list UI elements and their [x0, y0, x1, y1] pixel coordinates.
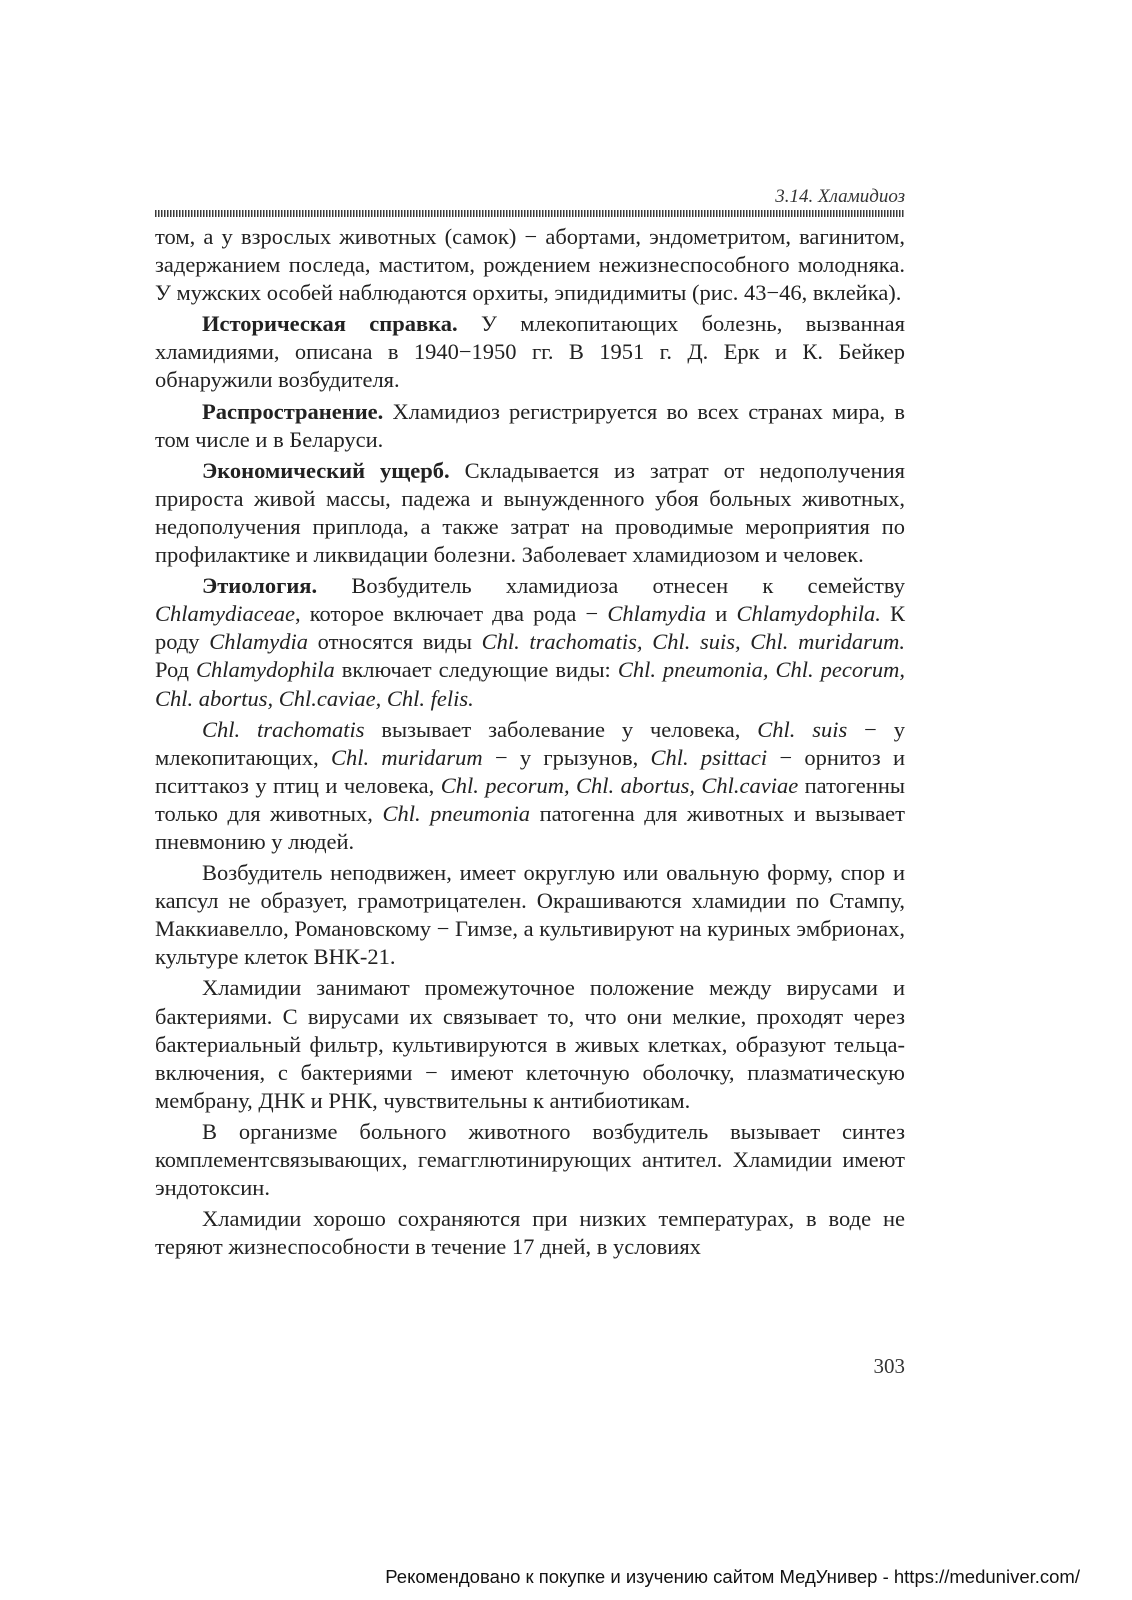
header-rule — [155, 210, 905, 217]
text-run: В организме больного животного возбудитель вызывает синтез комплементсвязывающих, гемагглютинирующих антител. Хламидии имеют эндотоксин. — [155, 1118, 905, 1201]
running-title: 3.14. Хламидиоз — [775, 186, 905, 207]
italic-run: Chlamydiaceae — [155, 601, 295, 627]
footer-note: Рекомендовано к покупке и изучению сайтом МедУнивер - https://meduniver.com/ — [385, 1566, 1080, 1587]
body-text — [155, 223, 905, 1264]
text-run: том, а у взрослых животных (самок) − абортами, эндометритом, вагинитом, задержанием последа, маститом, рождением нежизнеспособного молодняка. У мужских особей наблюдаются орхиты, эпидидимиты (рис. 43−46, вклейка). — [155, 224, 905, 306]
bold-run: Этиология. — [202, 573, 318, 599]
italic-run: Chl. pneumonia — [382, 800, 531, 826]
text-run: − орнитоз и пситтакоз у птиц и человека, — [155, 744, 905, 798]
paragraph — [155, 223, 905, 307]
text-run: Складывается из затрат от недополучения прироста живой массы, падежа и вынужденного убоя больных животных, недополучения приплода, а также затрат на проводимые мероприятия по профилактике и ликвидации болезни. Заболевает хламидиозом и человек. — [155, 457, 906, 568]
text-run: Возбудитель неподвижен, имеет округлую или овальную форму, спор и капсул не образует, грамотрицателен. Окрашиваются хламидии по Стампу, Маккиавелло, Романовскому − Гимзе, а культивируют на куриных эмбрионах, культуре клеток ВНК-21. — [155, 860, 905, 970]
italic-run: Chlamydophila. — [736, 601, 881, 627]
paragraph — [155, 1118, 905, 1202]
text-run: вызывает заболевание у человека, — [364, 716, 758, 742]
text-run: относятся виды — [307, 629, 482, 655]
italic-run: Chl. pecorum, Chl. abortus, Chl.caviae — [440, 772, 799, 798]
text-run: − у грызунов, — [482, 744, 651, 770]
paragraph — [155, 1205, 905, 1261]
text-run: и — [706, 601, 737, 627]
paragraph — [155, 716, 905, 856]
text-run: патогенна для животных и вызывает пневмонию у людей. — [155, 800, 905, 854]
text-run: патогенны только для животных, — [155, 772, 905, 826]
text-run: Род — [155, 657, 196, 683]
paragraph — [155, 310, 905, 394]
text-run: К роду — [155, 601, 905, 655]
text-run: , которое включает два рода − — [294, 601, 608, 627]
italic-run: Chl. muridarum — [331, 744, 483, 770]
page-number: 303 — [873, 1354, 905, 1378]
italic-run: Chl. trachomatis — [202, 716, 365, 742]
paragraph — [155, 457, 905, 569]
text-run: У млекопитающих болезнь, вызванная хламидиями, описана в 1940−1950 гг. В 1951 г. Д. Ерк и К. Бейкер обнаружили возбудителя. — [155, 311, 905, 393]
italic-run: Chl. trachomatis, Chl. suis, Chl. muridarum. — [481, 629, 905, 655]
text-run: Возбудитель хламидиоза отнесен к семейству — [317, 573, 905, 599]
bold-run: Экономический ущерб. — [202, 457, 450, 483]
italic-run: Chlamydia — [209, 629, 308, 655]
bold-run: Распространение. — [202, 398, 384, 424]
text-run: Хламидиоз регистрируется во всех странах мира, в том числе и в Беларуси. — [155, 398, 905, 452]
italic-run: Chlamydia — [607, 601, 707, 627]
italic-run: Chlamydophila — [196, 657, 335, 683]
italic-run: Chl. psittaci — [650, 744, 768, 770]
italic-run: Chl. pneumonia, Chl. pecorum, Chl. abortus, Chl.caviae, Chl. felis. — [155, 657, 906, 711]
paragraph — [155, 859, 905, 971]
text-run: Хламидии хорошо сохраняются при низких температурах, в воде не теряют жизнеспособности в течение 17 дней, в условиях — [155, 1206, 905, 1260]
paragraph — [155, 572, 905, 712]
italic-run: Chl. suis — [757, 716, 848, 742]
text-run: включает следующие виды: — [334, 657, 618, 683]
text-run: Хламидии занимают промежуточное положение между вирусами и бактериями. С вирусами их связывает то, что они мелкие, проходят через бактериальный фильтр, культивируются в живых клетках, образуют тельца-включения, с бактериями − имеют клеточную оболочку, плазматическую мембрану, ДНК и РНК, чувствительны к антибиотикам. — [155, 975, 905, 1113]
text-run: − у млекопитающих, — [155, 716, 905, 770]
paragraph — [155, 974, 905, 1114]
bold-run: Историческая справка. — [202, 311, 458, 337]
paragraph — [155, 398, 905, 454]
